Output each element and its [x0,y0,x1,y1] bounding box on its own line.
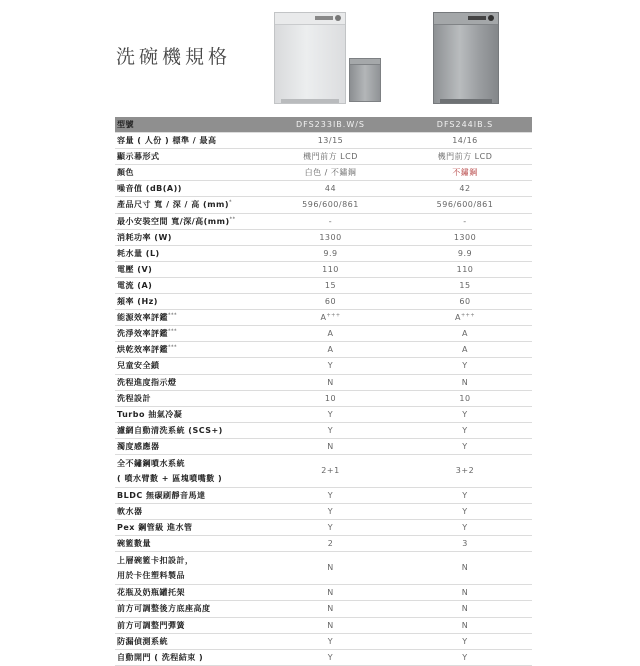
spec-value-text: 9.9 [323,248,338,258]
spec-value-text: 1300 [319,232,342,242]
spec-label [115,358,263,374]
spec-label-text: 自動開門 ( 洗程結束 ) [117,652,204,662]
spec-value-text: 3+2 [455,465,475,475]
spec-value-b [398,536,532,552]
spec-label [115,310,263,326]
spec-label-text: 噪音值 (dB(A)) [117,184,182,194]
spec-value-a [263,536,398,552]
spec-value-text: 3 [462,539,468,549]
spec-value-text: A [327,329,334,339]
footnote-marker: ** [229,215,236,222]
spec-value-b [398,504,532,520]
spec-value-text: N [461,604,469,614]
spec-row [115,406,532,422]
spec-value-text: N [461,588,469,598]
spec-row [115,149,532,165]
spec-value-b [398,261,532,277]
spec-value-b [398,374,532,390]
dishwasher-steel-image [433,12,499,104]
spec-row [115,601,532,617]
spec-label-text: 能源效率評鑑 [117,313,168,323]
spec-label [115,261,263,277]
spec-label-text-line2: 用於卡住塑料製品 [117,571,185,581]
spec-value-a [263,438,398,454]
spec-value-text: 60 [459,297,471,307]
spec-label-text: 前方可調整門彈簧 [117,620,185,630]
rating-plus-marker: +++ [460,312,476,319]
spec-label [115,213,263,229]
spec-value-text: Y [462,507,468,517]
spec-value-text: 110 [322,264,339,274]
spec-value-a [263,165,398,181]
spec-value-text: 1300 [453,232,477,242]
spec-label-text: 防漏偵測系統 [117,636,168,646]
spec-value-b [398,197,532,213]
spec-value-a [263,422,398,438]
header-label: 型號 [115,117,263,133]
spec-value-text: 機門前方 LCD [437,152,493,162]
spec-label [115,342,263,358]
spec-value-text: 42 [459,184,471,194]
spec-row [115,504,532,520]
spec-row [115,617,532,633]
spec-value-text: A [462,345,468,355]
spec-label-text: 電壓 (V) [117,264,153,274]
spec-table [115,117,532,666]
spec-label-text: 產品尺寸 寬 / 深 / 高 (mm) [117,200,230,210]
spec-label-text: 前方可調整後方底座高度 [117,604,211,614]
spec-value-a [263,601,398,617]
spec-value-a [263,310,398,326]
spec-value-text: Y [462,361,468,371]
spec-label [115,552,263,585]
spec-value-a [263,504,398,520]
spec-value-b [398,438,532,454]
footnote-marker: *** [168,328,177,335]
spec-value-b [398,520,532,536]
spec-label-text: 花瓶及奶瓶罐托架 [117,588,185,598]
spec-value-a [263,617,398,633]
spec-value-text: 13/15 [317,136,344,146]
spec-value-b [398,487,532,503]
spec-value-b [398,406,532,422]
spec-row [115,213,532,229]
spec-value-b [398,165,532,181]
spec-value-text: 機門前方 LCD [303,152,358,162]
spec-label [115,520,263,536]
page-title: 洗碗機規格 [116,46,232,68]
spec-label-text: 上層碗籃卡扣設計， [117,556,194,566]
spec-label [115,536,263,552]
spec-value-b [398,552,532,585]
header-model-a: DFS233IB.W/S [263,117,398,133]
spec-value-a [263,520,398,536]
spec-value-a [263,358,398,374]
spec-value-text: Y [462,652,468,662]
spec-value-text: 110 [456,264,474,274]
spec-value-text: N [327,588,334,598]
spec-value-text: Y [327,636,334,646]
spec-value-text: Y [462,523,468,533]
spec-value-b [398,454,532,487]
spec-row [115,294,532,310]
spec-value-text: A [454,313,461,323]
spec-value-a [263,552,398,585]
spec-label-text: 烘乾效率評鑑 [117,345,168,355]
spec-value-b [398,585,532,601]
spec-label-text-line2: ( 噴水臂數 + 區塊噴嘴數 ) [117,473,223,483]
spec-value-b [398,149,532,165]
spec-value-text: Y [462,425,468,435]
spec-value-text: 10 [459,393,471,403]
spec-label-text: 軟水器 [117,507,143,517]
spec-value-b [398,342,532,358]
spec-row [115,358,532,374]
spec-value-text: - [328,216,333,226]
spec-label [115,294,263,310]
spec-value-text: A [327,345,334,355]
spec-value-a [263,454,398,487]
dishwasher-small-image [349,58,381,102]
spec-label-text: 耗水量 (L) [117,248,160,258]
spec-row [115,585,532,601]
spec-label [115,504,263,520]
spec-row [115,197,532,213]
spec-value-text: N [327,441,334,451]
spec-label [115,277,263,293]
spec-value-b [398,133,532,149]
spec-value-b [398,649,532,665]
spec-value-text: Y [462,636,468,646]
spec-value-text: N [461,620,469,630]
spec-value-a [263,406,398,422]
spec-value-text: Y [327,361,334,371]
spec-label [115,197,263,213]
spec-row [115,181,532,197]
spec-row [115,649,532,665]
spec-label-text: 碗籃數量 [117,539,151,549]
spec-value-text: Y [327,409,334,419]
spec-label [115,649,263,665]
spec-row [115,342,532,358]
spec-value-b [398,229,532,245]
spec-value-a [263,181,398,197]
spec-label-text: 洗程進度指示燈 [117,377,177,387]
spec-value-text: N [327,620,334,630]
spec-value-text: N [461,377,469,387]
spec-value-text: 9.9 [457,248,473,258]
spec-label-text: 洗淨效率評鑑 [117,329,168,339]
spec-value-text: Y [327,507,334,517]
spec-value-a [263,213,398,229]
spec-label [115,133,263,149]
spec-value-b [398,310,532,326]
spec-value-text: 10 [324,393,337,403]
spec-label-text: 最小安裝空間 寬/深/高(mm) [117,216,230,226]
spec-value-a [263,390,398,406]
spec-value-b [398,245,532,261]
header-model-b: DFS244IB.S [398,117,532,133]
spec-label [115,438,263,454]
spec-row [115,487,532,503]
spec-label [115,422,263,438]
spec-value-text: 2 [327,539,334,549]
spec-label-text: 顯示幕形式 [117,152,160,162]
spec-label [115,601,263,617]
spec-value-b [398,633,532,649]
spec-value-a [263,374,398,390]
spec-row [115,390,532,406]
spec-row [115,326,532,342]
spec-row [115,261,532,277]
spec-label-text: 洗程設計 [117,393,151,403]
spec-value-b [398,617,532,633]
spec-row [115,633,532,649]
spec-value-a [263,245,398,261]
spec-value-text: Y [462,490,468,500]
spec-value-b [398,277,532,293]
spec-value-text: Y [327,425,334,435]
spec-value-a [263,585,398,601]
spec-value-a [263,229,398,245]
spec-label-text: 顏色 [117,168,134,178]
spec-value-text: A [320,313,327,323]
spec-label-text: BLDC 無碳刷靜音馬達 [117,490,206,500]
spec-row [115,422,532,438]
spec-row [115,310,532,326]
spec-label-text: 濁度感應器 [117,441,160,451]
dishwasher-white-image [274,12,346,104]
spec-value-text: Y [462,409,468,419]
spec-row [115,454,532,487]
spec-value-a [263,633,398,649]
spec-value-a [263,342,398,358]
spec-value-text: 44 [324,184,337,194]
spec-value-text: 596/600/861 [302,200,359,210]
spec-label [115,374,263,390]
spec-label [115,487,263,503]
footnote-marker: *** [168,312,177,319]
spec-value-text: 596/600/861 [436,200,494,210]
spec-value-text: 白色 / 不鏽鋼 [304,168,357,178]
spec-value-b [398,358,532,374]
spec-label-text: 消耗功率 (W) [117,232,172,242]
spec-value-b [398,326,532,342]
spec-label-text: 全不鏽鋼噴水系統 [117,458,185,468]
spec-value-a [263,261,398,277]
spec-value-text: Y [327,523,334,533]
spec-value-a [263,277,398,293]
spec-value-text: N [327,604,334,614]
spec-value-a [263,133,398,149]
spec-row [115,133,532,149]
spec-value-text: 2+1 [321,465,340,475]
spec-label-text: 電流 (A) [117,280,153,290]
spec-value-text: 15 [459,280,471,290]
spec-row [115,438,532,454]
spec-header-row [115,117,532,133]
spec-value-text: - [463,216,467,226]
spec-value-text: 60 [324,297,337,307]
spec-value-text: 14/16 [452,136,478,146]
spec-value-a [263,649,398,665]
spec-label-text: Pex 鋼管級 進水管 [117,523,193,533]
spec-label [115,149,263,165]
spec-value-b [398,422,532,438]
spec-label [115,454,263,487]
spec-row [115,536,532,552]
spec-value-a [263,326,398,342]
spec-value-text: Y [327,652,334,662]
spec-row [115,165,532,181]
spec-row [115,229,532,245]
spec-value-text: N [327,563,334,573]
spec-value-b [398,213,532,229]
spec-value-b [398,601,532,617]
spec-label [115,406,263,422]
spec-value-a [263,197,398,213]
spec-value-b [398,181,532,197]
spec-value-text: Y [462,441,468,451]
spec-label-text: 兒童安全鎖 [117,361,160,371]
spec-value-a [263,149,398,165]
spec-label [115,229,263,245]
spec-label [115,245,263,261]
spec-label [115,326,263,342]
spec-value-b [398,390,532,406]
spec-value-text: N [461,563,469,573]
spec-label-text: Turbo 抽氣冷凝 [117,409,183,419]
spec-label [115,181,263,197]
spec-label [115,585,263,601]
spec-label-text: 頻率 (Hz) [117,297,158,307]
spec-value-text: Y [327,490,334,500]
footnote-marker: * [229,199,233,206]
spec-row [115,374,532,390]
spec-value-a [263,487,398,503]
spec-value-text: N [327,377,334,387]
spec-row [115,277,532,293]
spec-row [115,520,532,536]
spec-value-b [398,294,532,310]
spec-value-text: A [462,329,468,339]
footnote-marker: *** [168,344,177,351]
spec-label [115,617,263,633]
spec-label [115,165,263,181]
spec-label-text: 濾網自動清洗系統 (SCS+) [117,425,223,435]
spec-label [115,633,263,649]
rating-plus-marker: +++ [326,312,341,319]
spec-value-a [263,294,398,310]
spec-label [115,390,263,406]
spec-row [115,245,532,261]
spec-value-text: 15 [324,280,337,290]
spec-label-text: 容量 ( 人份 ) 標準 / 最高 [117,136,217,146]
spec-row [115,552,532,585]
spec-value-text: 不鏽鋼 [452,168,478,178]
